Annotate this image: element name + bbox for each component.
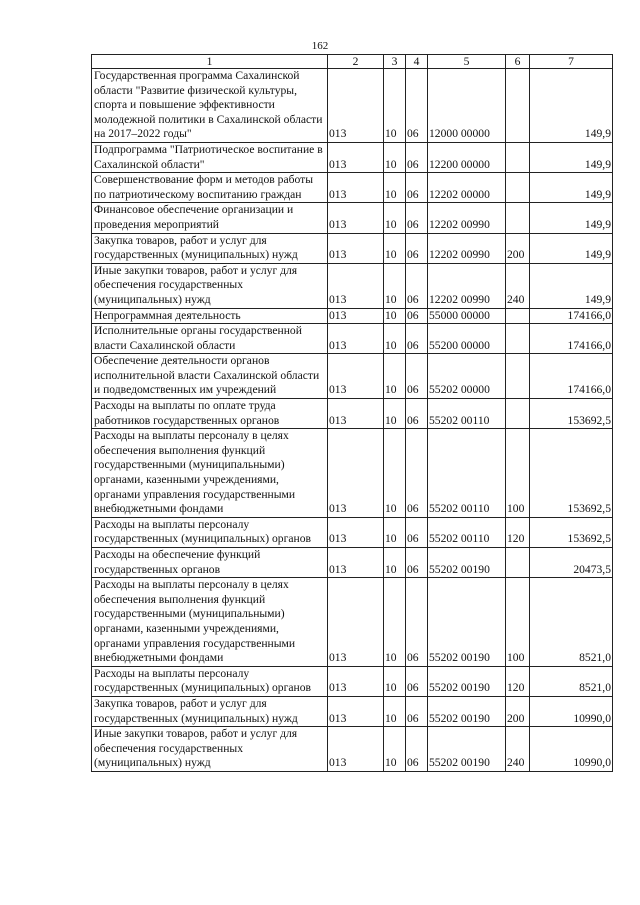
admin-code-cell: 013 (328, 324, 384, 354)
target-article-cell: 12202 00990 (428, 203, 506, 233)
amount-cell: 149,9 (530, 69, 613, 143)
table-row (92, 727, 613, 772)
expense-type-cell: 240 (506, 263, 530, 308)
section-cell: 10 (384, 142, 406, 172)
section-cell: 10 (384, 308, 406, 324)
admin-code-cell: 013 (328, 429, 384, 518)
table-row (92, 578, 613, 667)
expense-type-cell (506, 548, 530, 578)
expense-type-cell: 240 (506, 727, 530, 772)
amount-cell: 149,9 (530, 142, 613, 172)
expense-type-cell: 120 (506, 517, 530, 547)
subsection-cell: 06 (406, 233, 428, 263)
table-row (92, 233, 613, 263)
target-article-cell: 55202 00110 (428, 517, 506, 547)
subsection-cell: 06 (406, 727, 428, 772)
header-row (92, 55, 613, 69)
table-row (92, 666, 613, 696)
amount-cell: 174166,0 (530, 324, 613, 354)
amount-cell: 153692,5 (530, 517, 613, 547)
amount-cell: 153692,5 (530, 399, 613, 429)
target-article-cell: 12202 00990 (428, 233, 506, 263)
section-cell: 10 (384, 399, 406, 429)
row-name-cell: Расходы на обеспечение функций государственных органов (92, 548, 328, 578)
header-cell: 1 (92, 55, 328, 69)
expense-type-cell (506, 308, 530, 324)
subsection-cell: 06 (406, 263, 428, 308)
admin-code-cell: 013 (328, 173, 384, 203)
budget-table (91, 54, 613, 772)
subsection-cell: 06 (406, 324, 428, 354)
subsection-cell: 06 (406, 696, 428, 726)
target-article-cell: 55202 00000 (428, 354, 506, 399)
table-row (92, 324, 613, 354)
amount-cell: 20473,5 (530, 548, 613, 578)
section-cell: 10 (384, 727, 406, 772)
section-cell: 10 (384, 696, 406, 726)
section-cell: 10 (384, 263, 406, 308)
subsection-cell: 06 (406, 203, 428, 233)
admin-code-cell: 013 (328, 578, 384, 667)
table-row (92, 142, 613, 172)
row-name-cell: Расходы на выплаты по оплате труда работников государственных органов (92, 399, 328, 429)
table-row (92, 429, 613, 518)
amount-cell: 174166,0 (530, 308, 613, 324)
section-cell: 10 (384, 203, 406, 233)
table-row (92, 203, 613, 233)
amount-cell: 149,9 (530, 203, 613, 233)
subsection-cell: 06 (406, 69, 428, 143)
header-cell: 4 (406, 55, 428, 69)
subsection-cell: 06 (406, 548, 428, 578)
table-row (92, 354, 613, 399)
expense-type-cell: 200 (506, 233, 530, 263)
header-cell: 6 (506, 55, 530, 69)
admin-code-cell: 013 (328, 308, 384, 324)
target-article-cell: 55202 00190 (428, 548, 506, 578)
target-article-cell: 12000 00000 (428, 69, 506, 143)
subsection-cell: 06 (406, 308, 428, 324)
target-article-cell: 12200 00000 (428, 142, 506, 172)
subsection-cell: 06 (406, 354, 428, 399)
amount-cell: 153692,5 (530, 429, 613, 518)
expense-type-cell: 100 (506, 429, 530, 518)
subsection-cell: 06 (406, 173, 428, 203)
subsection-cell: 06 (406, 399, 428, 429)
row-name-cell: Непрограммная деятельность (92, 308, 328, 324)
target-article-cell: 12202 00000 (428, 173, 506, 203)
section-cell: 10 (384, 429, 406, 518)
row-name-cell: Расходы на выплаты персоналу в целях обеспечения выполнения функций государственными (муниципальными) органами, казенными учреждениями, органами управления государственными внебюджетными фондами (92, 578, 328, 667)
amount-cell: 149,9 (530, 173, 613, 203)
admin-code-cell: 013 (328, 203, 384, 233)
target-article-cell: 55200 00000 (428, 324, 506, 354)
row-name-cell: Закупка товаров, работ и услуг для государственных (муниципальных) нужд (92, 696, 328, 726)
subsection-cell: 06 (406, 429, 428, 518)
header-cell: 3 (384, 55, 406, 69)
row-name-cell: Иные закупки товаров, работ и услуг для обеспечения государственных (муниципальных) нужд (92, 727, 328, 772)
admin-code-cell: 013 (328, 696, 384, 726)
header-cell: 5 (428, 55, 506, 69)
row-name-cell: Финансовое обеспечение организации и проведения мероприятий (92, 203, 328, 233)
table-row (92, 308, 613, 324)
admin-code-cell: 013 (328, 69, 384, 143)
amount-cell: 149,9 (530, 233, 613, 263)
expense-type-cell (506, 142, 530, 172)
table-row (92, 173, 613, 203)
admin-code-cell: 013 (328, 517, 384, 547)
row-name-cell: Закупка товаров, работ и услуг для государственных (муниципальных) нужд (92, 233, 328, 263)
section-cell: 10 (384, 548, 406, 578)
row-name-cell: Исполнительные органы государственной власти Сахалинской области (92, 324, 328, 354)
section-cell: 10 (384, 173, 406, 203)
section-cell: 10 (384, 69, 406, 143)
admin-code-cell: 013 (328, 142, 384, 172)
expense-type-cell (506, 324, 530, 354)
amount-cell: 174166,0 (530, 354, 613, 399)
subsection-cell: 06 (406, 517, 428, 547)
row-name-cell: Государственная программа Сахалинской области "Развитие физической культуры, спорта и повышение эффективности молодежной политики в Сахалинской области на 2017–2022 годы" (92, 69, 328, 143)
admin-code-cell: 013 (328, 263, 384, 308)
expense-type-cell (506, 399, 530, 429)
page-number: 162 (311, 40, 329, 52)
amount-cell: 10990,0 (530, 727, 613, 772)
target-article-cell: 55202 00190 (428, 696, 506, 726)
table-body (92, 69, 613, 772)
admin-code-cell: 013 (328, 666, 384, 696)
expense-type-cell (506, 354, 530, 399)
row-name-cell: Расходы на выплаты персоналу в целях обеспечения выполнения функций государственными (муниципальными) органами, казенными учреждениями, органами управления государственными внебюджетными фондами (92, 429, 328, 518)
expense-type-cell: 120 (506, 666, 530, 696)
amount-cell: 8521,0 (530, 666, 613, 696)
row-name-cell: Совершенствование форм и методов работы по патриотическому воспитанию граждан (92, 173, 328, 203)
table-row (92, 399, 613, 429)
subsection-cell: 06 (406, 578, 428, 667)
admin-code-cell: 013 (328, 727, 384, 772)
table-row (92, 548, 613, 578)
section-cell: 10 (384, 354, 406, 399)
row-name-cell: Подпрограмма "Патриотическое воспитание в Сахалинской области" (92, 142, 328, 172)
section-cell: 10 (384, 666, 406, 696)
expense-type-cell (506, 173, 530, 203)
table-row (92, 517, 613, 547)
section-cell: 10 (384, 233, 406, 263)
row-name-cell: Расходы на выплаты персоналу государственных (муниципальных) органов (92, 666, 328, 696)
header-cell: 7 (530, 55, 613, 69)
row-name-cell: Расходы на выплаты персоналу государственных (муниципальных) органов (92, 517, 328, 547)
table-row (92, 263, 613, 308)
admin-code-cell: 013 (328, 354, 384, 399)
target-article-cell: 55202 00190 (428, 578, 506, 667)
section-cell: 10 (384, 324, 406, 354)
admin-code-cell: 013 (328, 548, 384, 578)
expense-type-cell (506, 203, 530, 233)
amount-cell: 10990,0 (530, 696, 613, 726)
subsection-cell: 06 (406, 142, 428, 172)
section-cell: 10 (384, 517, 406, 547)
admin-code-cell: 013 (328, 399, 384, 429)
header-cell: 2 (328, 55, 384, 69)
target-article-cell: 55202 00190 (428, 666, 506, 696)
target-article-cell: 55000 00000 (428, 308, 506, 324)
target-article-cell: 55202 00110 (428, 399, 506, 429)
table-row (92, 69, 613, 143)
row-name-cell: Обеспечение деятельности органов исполнительной власти Сахалинской области и подведомственных им учреждений (92, 354, 328, 399)
target-article-cell: 55202 00190 (428, 727, 506, 772)
expense-type-cell: 200 (506, 696, 530, 726)
subsection-cell: 06 (406, 666, 428, 696)
amount-cell: 8521,0 (530, 578, 613, 667)
table-row (92, 696, 613, 726)
section-cell: 10 (384, 578, 406, 667)
expense-type-cell: 100 (506, 578, 530, 667)
admin-code-cell: 013 (328, 233, 384, 263)
row-name-cell: Иные закупки товаров, работ и услуг для обеспечения государственных (муниципальных) нужд (92, 263, 328, 308)
target-article-cell: 55202 00110 (428, 429, 506, 518)
expense-type-cell (506, 69, 530, 143)
target-article-cell: 12202 00990 (428, 263, 506, 308)
amount-cell: 149,9 (530, 263, 613, 308)
